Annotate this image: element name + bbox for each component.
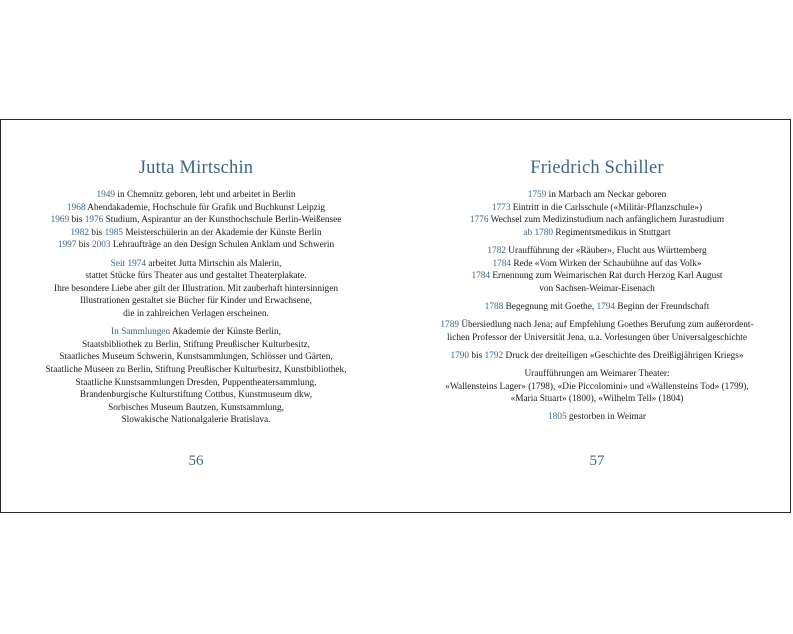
text-segment: Uraufführungen am Weimarer Theater: <box>524 369 670 380</box>
text-segment: stattet Stücke fürs Theater aus und gestaltet Theaterplakate. <box>85 271 307 282</box>
year-highlight: 1997 <box>57 240 77 251</box>
left-page <box>1 120 391 512</box>
biography-text <box>1 189 391 432</box>
page-number: 57 <box>589 453 605 469</box>
paragraph <box>401 245 793 295</box>
year-highlight: 1949 <box>96 190 116 200</box>
text-line <box>401 270 793 283</box>
text-segment: arbeitet Jutta Mirtschin als Malerin, <box>146 258 282 269</box>
text-segment: Uraufführung der «Räuber», Flucht aus Württemberg <box>505 245 707 256</box>
page-title: Jutta Mirtschin <box>138 158 254 178</box>
right-page <box>401 120 793 512</box>
text-segment: in Marbach am Neckar geboren <box>546 190 667 200</box>
text-segment: Staatliche Museen zu Berlin, Stiftung Preußischer Kulturbesitz, Kunstbibliothek, <box>45 364 347 375</box>
text-segment: Ernennung zum Weimarischen Rat durch Herzog Karl August <box>490 271 723 282</box>
year-highlight: 1788 <box>484 301 504 312</box>
paragraph <box>401 319 793 344</box>
year-highlight: 1784 <box>471 271 491 282</box>
year-highlight: 1976 <box>84 215 104 226</box>
text-segment: «Maria Stuart» (1800), «Wilhelm Tell» (1804) <box>510 394 684 405</box>
paragraph <box>401 350 793 363</box>
text-line <box>401 368 793 381</box>
paragraph <box>401 301 793 314</box>
text-segment: bis <box>76 240 92 251</box>
text-line <box>1 339 391 352</box>
text-segment: Regimentsmedikus in Stuttgart <box>553 227 671 238</box>
text-line <box>1 402 391 415</box>
text-line <box>1 364 391 377</box>
text-line <box>1 351 391 364</box>
year-highlight: 1969 <box>50 215 70 226</box>
text-segment: lichen Professor der Universität Jena, u.a. Vorlesungen über Universalgeschichte <box>447 332 747 343</box>
year-highlight: 1790 <box>450 350 470 361</box>
text-segment: Sorbisches Museum Bautzen, Kunstsammlung, <box>108 402 284 413</box>
text-segment: die in zahlreichen Verlagen erscheinen. <box>123 308 269 319</box>
text-line <box>1 326 391 339</box>
text-segment: bis <box>469 350 485 361</box>
text-line <box>1 270 391 283</box>
text-line <box>1 214 391 227</box>
text-segment: Wechsel zum Medizinstudium nach anfänglichem Jurastudium <box>488 215 725 226</box>
text-segment: Staatliches Museum Schwerin, Kunstsammlungen, Schlösser und Gärten, <box>59 352 333 363</box>
year-highlight: 1792 <box>484 350 504 361</box>
paragraph <box>401 189 793 239</box>
text-segment: Staatliche Kunstsammlungen Dresden, Puppentheatersammlung, <box>75 377 317 388</box>
text-segment: Rede «Vom Wirken der Schaubühne auf das Volk» <box>511 258 702 269</box>
text-line <box>1 239 391 252</box>
text-line <box>401 258 793 271</box>
paragraph <box>1 189 391 252</box>
text-segment: von Sachsen-Weimar-Eisenach <box>539 283 655 294</box>
text-segment: Brandenburgische Kulturstiftung Cottbus, Kunstmuseum dkw, <box>79 390 313 401</box>
year-highlight: 1794 <box>596 301 616 312</box>
text-segment: Staatsbibliothek zu Berlin, Stiftung Preußischer Kulturbesitz, <box>82 339 310 350</box>
year-highlight: 2003 <box>91 240 111 251</box>
text-line <box>401 332 793 345</box>
text-segment: Akademie der Künste Berlin, <box>170 327 281 338</box>
text-segment: bis <box>69 215 85 226</box>
year-highlight: 1805 <box>548 412 567 423</box>
text-line <box>1 377 391 390</box>
text-line <box>401 214 793 227</box>
year-highlight: In Sammlungen <box>111 327 171 338</box>
paragraph <box>1 326 391 427</box>
text-segment: «Wallensteins Lager» (1798), «Die Piccolomini» und «Wallensteins Tod» (1799), <box>445 381 749 392</box>
year-highlight: ab 1780 <box>523 227 554 238</box>
year-highlight: Seit 1974 <box>110 258 147 269</box>
text-segment: Eintritt in die Carlsschule («Militär-Pflanzschule») <box>510 202 703 213</box>
text-line <box>401 319 793 332</box>
text-segment: in Chemnitz geboren, lebt und arbeitet in Berlin <box>115 190 296 200</box>
year-highlight: 1784 <box>492 258 512 269</box>
text-segment: Slowakische Nationalgalerie Bratislava. <box>121 415 271 426</box>
text-segment: gestorben in Weimar <box>566 412 646 423</box>
text-line <box>1 283 391 296</box>
year-highlight: 1985 <box>104 227 124 238</box>
text-segment: Lehraufträge an den Design Schulen Anklam und Schwerin <box>110 240 335 251</box>
text-line <box>401 350 793 363</box>
text-line <box>401 283 793 296</box>
text-segment: Beginn der Freundschaft <box>615 301 710 312</box>
biography-text <box>401 189 793 430</box>
text-line <box>401 189 793 202</box>
text-line <box>401 202 793 215</box>
text-line <box>1 189 391 202</box>
text-line <box>1 308 391 321</box>
text-line <box>401 245 793 258</box>
text-segment: Begegnung mit Goethe, <box>503 301 597 312</box>
text-segment: bis <box>88 227 105 238</box>
text-line <box>1 227 391 240</box>
year-highlight: 1982 <box>70 227 89 238</box>
text-line <box>1 295 391 308</box>
year-highlight: 1776 <box>469 215 489 226</box>
page-number: 56 <box>188 453 204 469</box>
page-title: Friedrich Schiller <box>530 158 664 178</box>
text-line <box>401 227 793 240</box>
text-line <box>1 414 391 427</box>
paragraph <box>401 411 793 424</box>
year-highlight: 1759 <box>527 190 547 200</box>
text-line <box>401 393 793 406</box>
year-highlight: 1789 <box>440 320 459 331</box>
text-segment: Studium, Aspirantur an der Kunsthochschule Berlin-Weißensee <box>103 215 342 226</box>
text-line <box>401 381 793 394</box>
text-line <box>1 202 391 215</box>
year-highlight: 1773 <box>491 202 511 213</box>
year-highlight: 1968 <box>66 202 86 213</box>
text-line <box>1 258 391 271</box>
text-segment: Abendakademie, Hochschule für Grafik und Buchkunst Leipzig <box>85 202 326 213</box>
text-line <box>1 389 391 402</box>
text-line <box>401 301 793 314</box>
text-segment: Ihre besondere Liebe aber gilt der Illustration. Mit zauberhaft hintersinnigen <box>54 283 338 294</box>
text-segment: Druck der dreiteiligen «Geschichte des Dreißigjährigen Kriegs» <box>503 350 744 361</box>
text-segment: Meisterschülerin an der Akademie der Künste Berlin <box>123 227 322 238</box>
paragraph <box>1 258 391 321</box>
year-highlight: 1782 <box>487 245 506 256</box>
text-line <box>401 411 793 424</box>
text-segment: Übersiedlung nach Jena; auf Empfehlung Goethes Berufung zum außerordent- <box>459 320 754 331</box>
text-segment: Illustrationen gestaltet sie Bücher für Kinder und Erwachsene, <box>80 296 312 307</box>
paragraph <box>401 368 793 406</box>
book-spread <box>0 119 791 513</box>
